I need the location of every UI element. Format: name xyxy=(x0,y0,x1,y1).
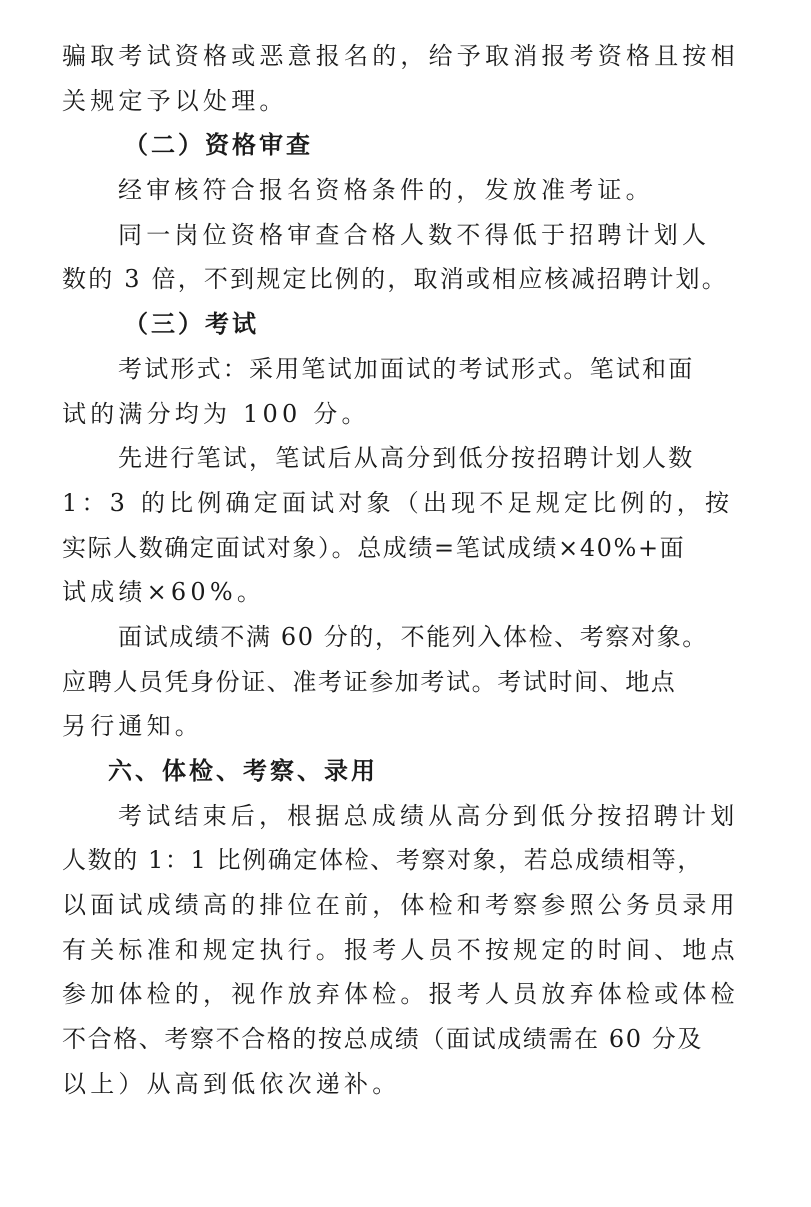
paragraph-line: 以上）从高到低依次递补。 xyxy=(62,1069,401,1098)
paragraph-line: 骗取考试资格或恶意报名的，给予取消报考资格且按相 xyxy=(62,42,739,70)
paragraph-line: 经审核符合报名资格条件的，发放准考证。 xyxy=(118,176,654,205)
document-body xyxy=(62,34,752,1107)
paragraph-line: 应聘人员凭身份证、准考证参加考试。考试时间、地点 xyxy=(62,667,677,696)
paragraph-line: 先进行笔试，笔试后从高分到低分按招聘计划人数 xyxy=(118,444,695,473)
paragraph-line: 有关标准和规定执行。报考人员不按规定的时间、地点 xyxy=(62,935,739,964)
paragraph-line: 人数的 1：1 比例确定体检、考察对象，若总成绩相等， xyxy=(62,846,703,875)
paragraph-line: 实际人数确定面试对象）。总成绩=笔试成绩×40%+面 xyxy=(62,533,686,562)
paragraph-line: 参加体检的，视作放弃体检。报考人员放弃体检或体检 xyxy=(62,980,739,1009)
paragraph-line: 不合格、考察不合格的按总成绩（面试成绩需在 60 分及 xyxy=(62,1025,703,1054)
paragraph-line: 面试成绩不满 60 分的，不能列入体检、考察对象。 xyxy=(118,622,708,651)
section-heading-qualification-review: （二）资格审查 xyxy=(124,131,313,160)
paragraph-line: 试的满分均为 100 分。 xyxy=(62,399,370,428)
paragraph-line: 关规定予以处理。 xyxy=(62,86,288,115)
section-heading-medical-exam-inspection-hiring: 六、体检、考察、录用 xyxy=(108,757,378,785)
paragraph-line: 试成绩×60%。 xyxy=(62,578,266,607)
section-heading-exam: （三）考试 xyxy=(124,310,259,339)
paragraph-line: 考试结束后，根据总成绩从高分到低分按招聘计划 xyxy=(118,801,739,830)
paragraph-line: 1：3 的比例确定面试对象（出现不足规定比例的，按 xyxy=(62,488,734,517)
paragraph-line: 同一岗位资格审查合格人数不得低于招聘计划人 xyxy=(118,220,711,249)
paragraph-line: 另行通知。 xyxy=(62,712,203,741)
paragraph-line: 以面试成绩高的排位在前，体检和考察参照公务员录用 xyxy=(62,891,739,920)
paragraph-line: 数的 3 倍，不到规定比例的，取消或相应核减招聘计划。 xyxy=(62,265,728,294)
paragraph-line: 考试形式：采用笔试加面试的考试形式。笔试和面 xyxy=(118,354,695,383)
